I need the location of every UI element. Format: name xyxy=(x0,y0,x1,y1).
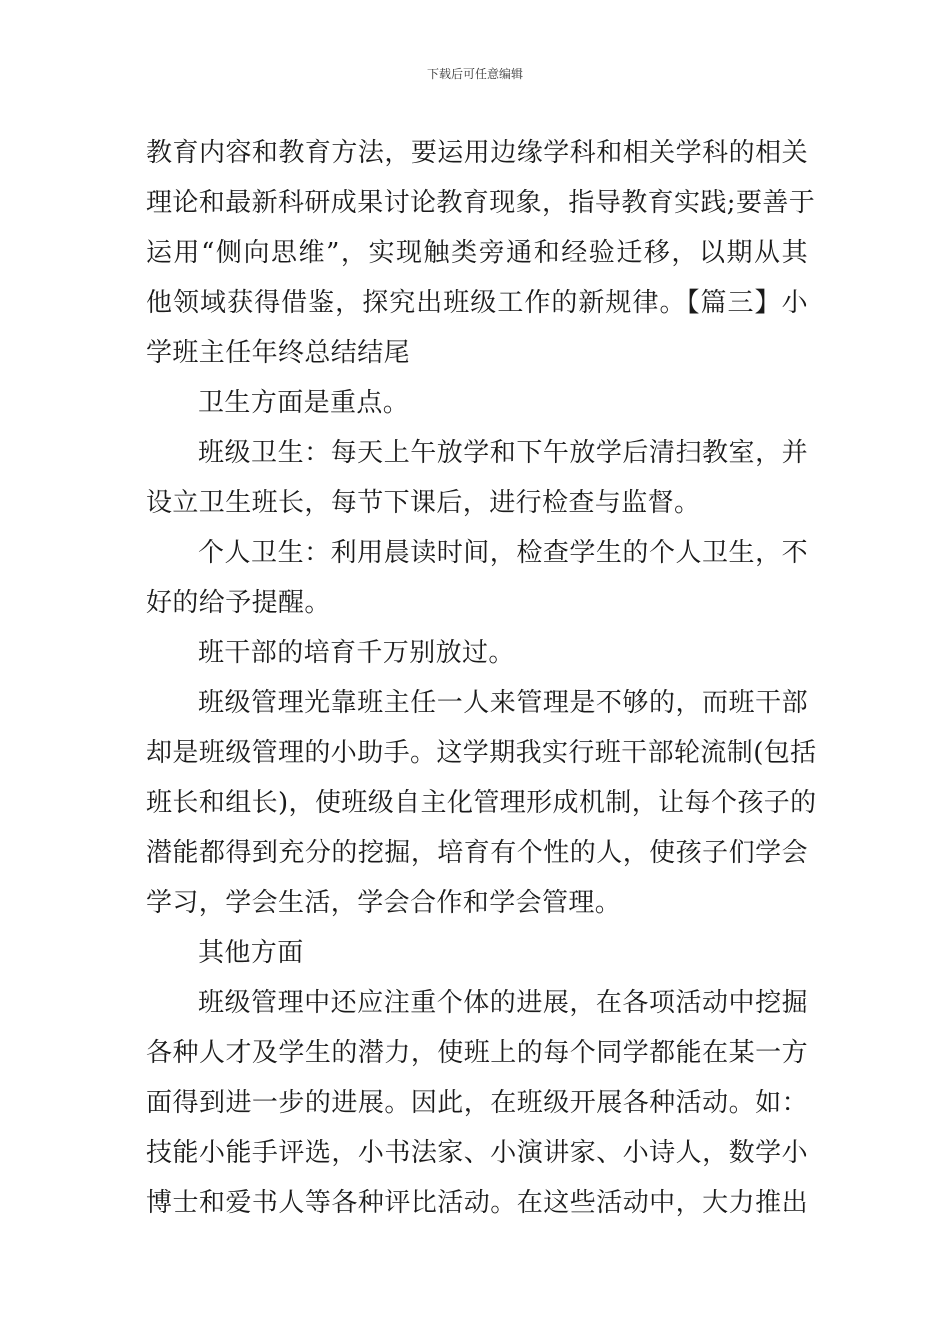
text-line: 却是班级管理的小助手。这学期我实行班干部轮流制(包括 xyxy=(146,738,817,768)
section-heading: 卫生方面是重点。 xyxy=(198,388,410,418)
text-line: 班长和组长)，使班级自主化管理形成机制，让每个孩子的 xyxy=(146,788,817,818)
paragraph-first-line: 班级管理光靠班主任一人来管理是不够的，而班干部 xyxy=(198,688,808,718)
paragraph-first-line: 班级卫生：每天上午放学和下午放学后清扫教室，并 xyxy=(198,438,808,468)
text-line: 设立卫生班长，每节下课后，进行检查与监督。 xyxy=(146,488,701,518)
paragraph-first-line: 班级管理中还应注重个体的进展，在各项活动中挖掘 xyxy=(198,988,808,1018)
text-line: 运用“侧向思维”，实现触类旁通和经验迁移，以期从其 xyxy=(146,238,808,268)
text-line: 技能小能手评选，小书法家、小演讲家、小诗人，数学小 xyxy=(146,1138,808,1168)
text-line: 学班主任年终总结结尾 xyxy=(146,338,411,368)
text-line: 博士和爱书人等各种评比活动。在这些活动中，大力推出 xyxy=(146,1188,808,1218)
paragraph-first-line: 个人卫生：利用晨读时间，检查学生的个人卫生，不 xyxy=(198,538,808,568)
text-line: 理论和最新科研成果讨论教育现象，指导教育实践;要善于 xyxy=(146,188,816,218)
text-line: 面得到进一步的进展。因此，在班级开展各种活动。如： xyxy=(146,1088,808,1118)
text-line: 好的给予提醒。 xyxy=(146,588,331,618)
text-line: 教育内容和教育方法，要运用边缘学科和相关学科的相关 xyxy=(146,138,808,168)
text-line: 潜能都得到充分的挖掘，培育有个性的人，使孩子们学会 xyxy=(146,838,808,868)
section-heading: 班干部的培育千万别放过。 xyxy=(198,638,515,668)
page-header: 下载后可任意编辑 xyxy=(426,67,523,81)
text-line: 他领域获得借鉴，探究出班级工作的新规律。【篇三】小 xyxy=(146,288,808,318)
section-heading: 其他方面 xyxy=(198,938,304,968)
text-line: 学习，学会生活，学会合作和学会管理。 xyxy=(146,888,622,918)
text-line: 各种人才及学生的潜力，使班上的每个同学都能在某一方 xyxy=(146,1038,808,1068)
document-body xyxy=(146,128,817,1228)
